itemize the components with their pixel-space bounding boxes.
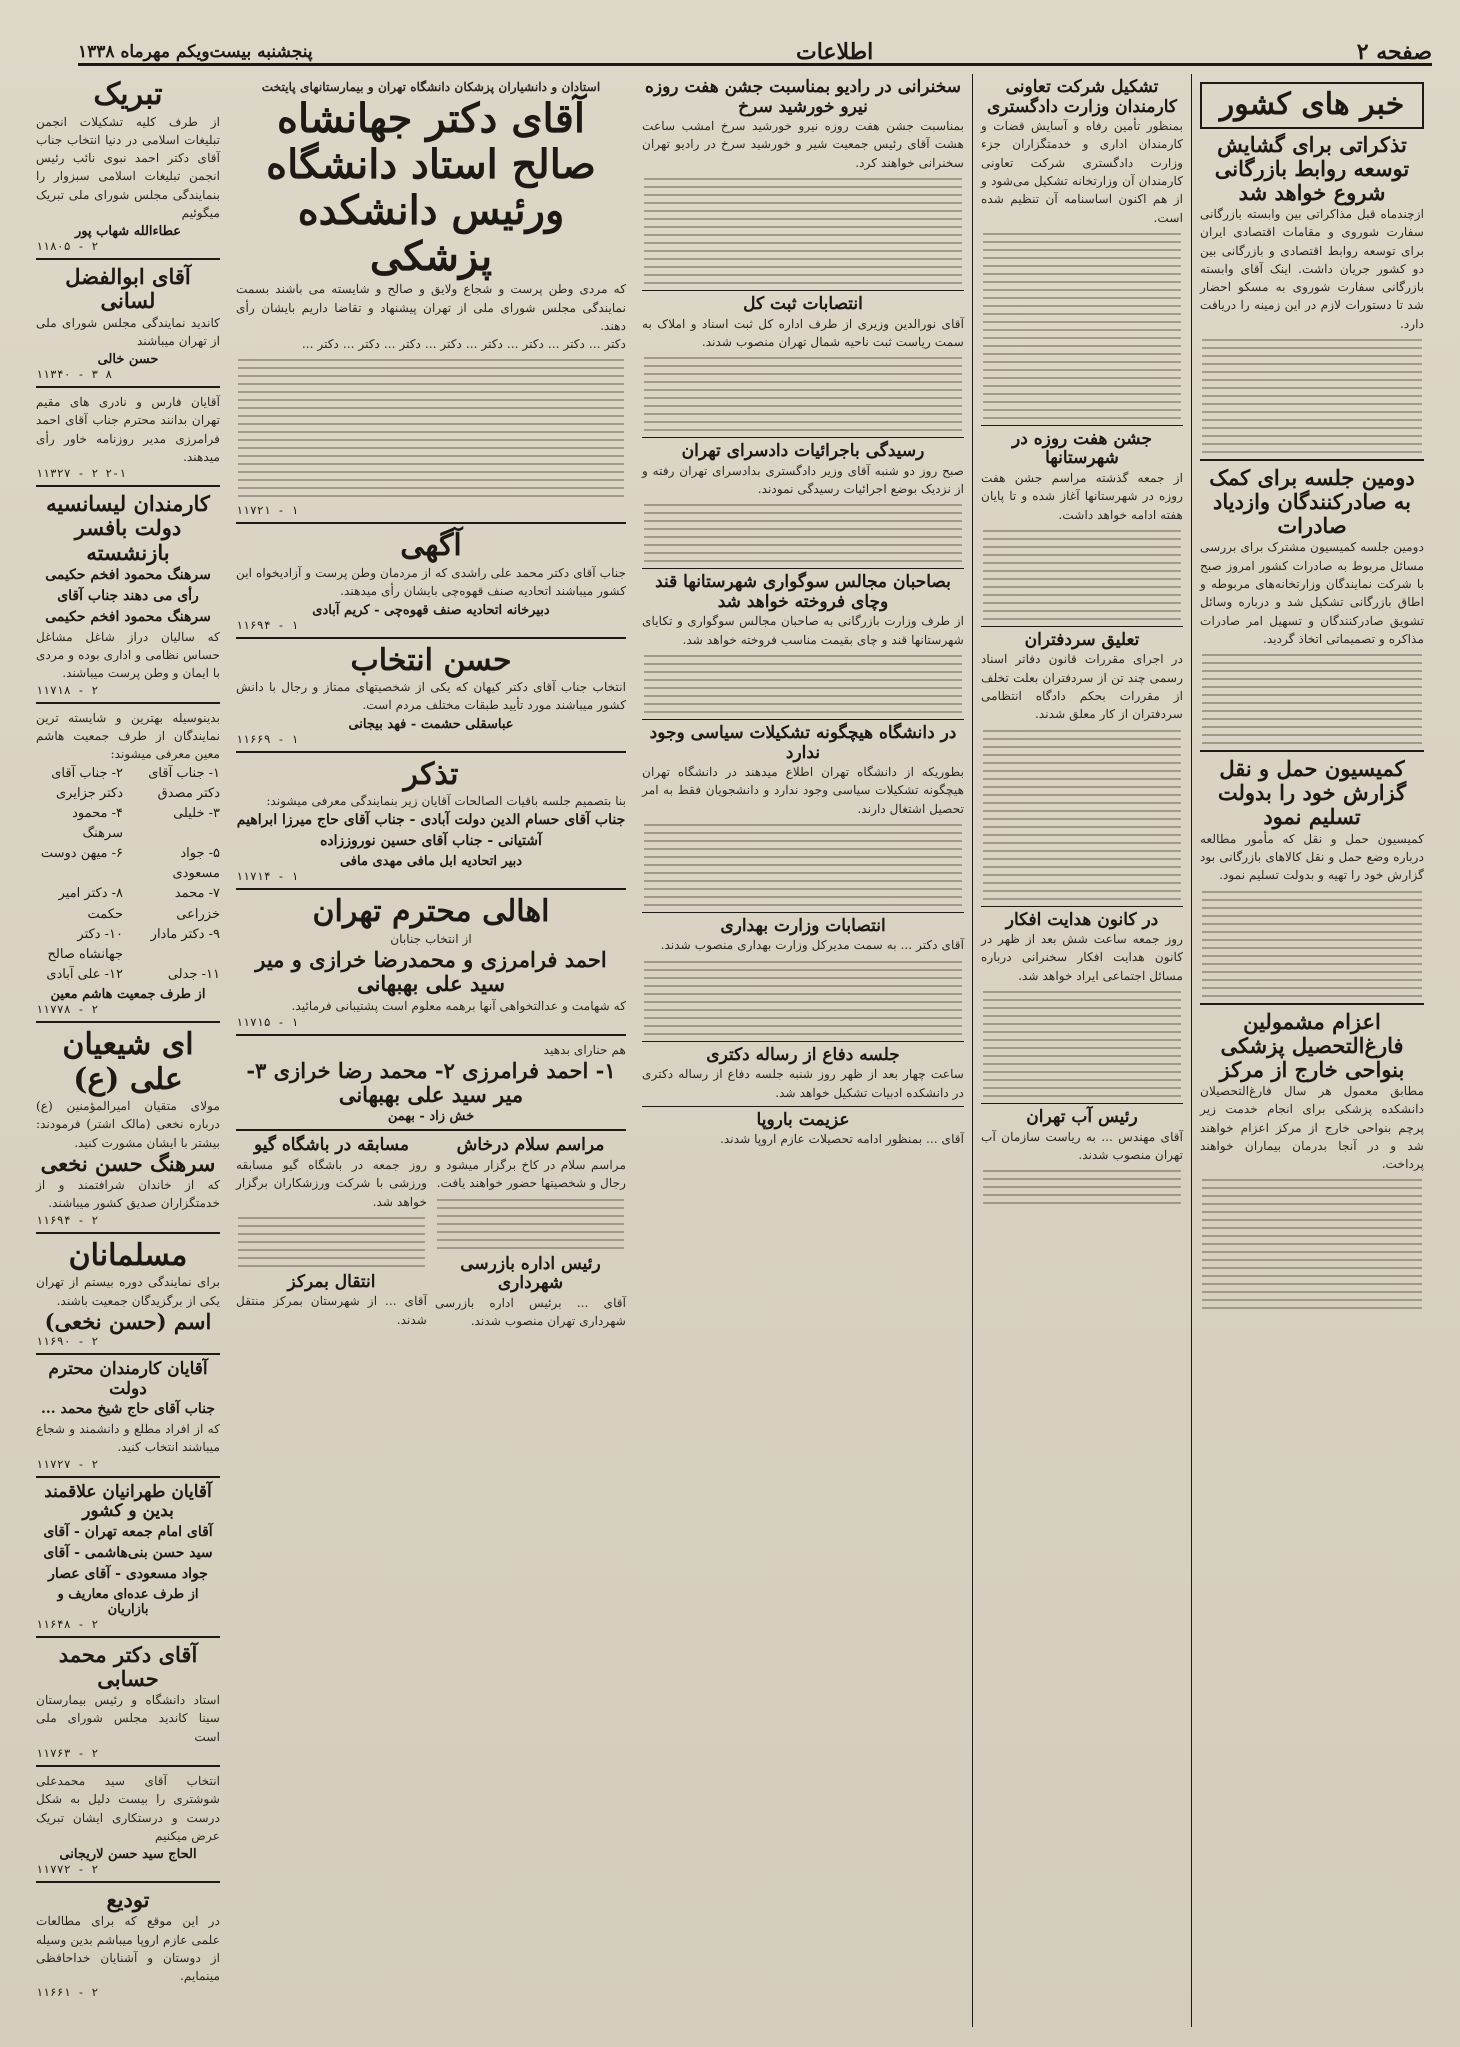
text-lines (236, 359, 626, 497)
article-body: آقای ... بمنظور ادامه تحصیلات عازم اروپا شدند. (720, 1132, 964, 1147)
ad-reference: ۱۱۶۶۱ - ۲ (36, 1985, 99, 2000)
candidate-names: سرهنگ محمود افخم حکیمی رأی می دهند جناب آقای سرهنگ محمود افخم حکیمی (45, 566, 211, 625)
divider (36, 1353, 220, 1355)
ad-headline: ای شیعیان علی (ع) (62, 1027, 194, 1097)
divider (981, 1103, 1183, 1104)
list-item: ۹- دکتر مادار (150, 926, 220, 942)
ad-signature: الحاج سید حسن لاریجانی (59, 1847, 197, 1863)
masthead (78, 40, 1432, 66)
article-headline: مراسم سلام درخاش (456, 1135, 605, 1156)
divider (36, 485, 220, 487)
divider (642, 719, 964, 720)
candidate-names: سرهنگ حسن نخعی (40, 1150, 216, 1176)
ad-reference: ۱۱۷۷۲ - ۲ (36, 1862, 99, 1877)
article-body: آقای نورالدین وزیری از طرف اداره کل ثبت اسناد و املاک به سمت ریاست ثبت ناحیه شمال تهران منصوب شدند. (642, 316, 964, 349)
divider (36, 702, 220, 704)
article-headline: در کانون هدایت افکار (1005, 909, 1159, 930)
divider (642, 912, 964, 913)
ad-subtitle: از انتخاب جنابان (390, 931, 472, 946)
text-lines (981, 530, 1183, 620)
candidate-names: احمد فرامرزی و محمدرضا خرازی و میر سید علی بهبهانی (255, 947, 607, 997)
article-body: ازچندماه قبل مذاکراتی بین وابسته بازرگانی سفارت شوروی و مقامات اقتصادی ایران برای توسعه روابط اقتصادی و بازرگانی بین دو کشور جریان داشت. اینک آقای وابسته بازرگانی سفارت شوروی به مسکو احضار شد تا دستورات لازم در این زمینه را دریافت دارد. (1200, 206, 1424, 331)
article-body: روز جمعه ساعت شش بعد از ظهر در کانون هدایت افکار سخنرانی درباره مسائل اجتماعی ایراد خواهد شد. (981, 932, 1183, 983)
text-lines (981, 233, 1183, 419)
ad-reference: ۱۱۷۲۷ - ۲ (36, 1456, 99, 1471)
divider (36, 1476, 220, 1478)
ad-reference: ۱۱۶۶۹ - ۱ (236, 731, 299, 746)
divider (236, 1129, 626, 1131)
list-item: ۵- جواد مسعودی (172, 846, 220, 882)
ad-headline: حسن انتخاب (350, 642, 512, 678)
page-number: صفحه ۲ (1356, 38, 1432, 65)
column-national-news (1192, 74, 1432, 2027)
article-headline: رئیس اداره بازرسی شهرداری (460, 1253, 601, 1294)
ad-body: انتخاب جناب آقای دکتر کیهان که یکی از شخصیتهای ممتاز و رجال با دانش کشور میباشند مورد تأیید طبقات مختلف مردم است. (236, 680, 626, 713)
ad-reference: ۱۱۶۹۰ - ۲ (36, 1333, 99, 1348)
ad-signature: از طرف عده‌ای معاریف و بازاریان (57, 1586, 199, 1617)
ad-headline: آقای ابوالفضل لسانی (65, 264, 191, 314)
list-item: ۱۰- دکتر جهانشاه صالح (47, 926, 123, 962)
divider (1200, 750, 1424, 752)
ad-signature: دبیرخانه اتحادیه صنف قهوه‌چی - کریم آبادی (312, 602, 550, 618)
ad-body: کاندید نمایندگی مجلس شورای ملی از تهران میباشند (36, 315, 220, 348)
list-item: ۳- خلیلی (173, 805, 220, 821)
divider (236, 888, 626, 890)
candidate-names: ۱- احمد فرامرزی ۲- محمد رضا خرازی ۳- میر سید علی بهبهانی (246, 1058, 616, 1108)
divider (36, 386, 220, 388)
ad-headline: آقای دکتر محمد حسابی (58, 1641, 198, 1691)
divider (981, 906, 1183, 907)
divider (236, 751, 626, 753)
article-body: بطوریکه از دانشگاه تهران اطلاع میدهند در دانشگاه تهران هیچگونه تشکیلات سیاسی وجود ندارد و دانشجویان فقط به امر تحصیل اشتغال دارند. (642, 765, 964, 816)
list-item: ۱۲- علی آبادی (46, 966, 123, 982)
ad-signature: دبیر اتحادیه ابل مافی مهدی مافی (339, 854, 523, 870)
article-body: مطابق معمول هر سال فارغ‌التحصیلان دانشکده پزشکی برای انجام خدمت زیر پرچم بنواحی خارج از مرکز اعزام خواهند شد و در آنجا بدرمان بیماران خواهند پرداخت. (1200, 1083, 1424, 1172)
text-lines (236, 1217, 427, 1267)
ad-reference: ۱۱۳۲۷ - ۲ ۲-۱ (36, 466, 127, 481)
ad-body: استاد دانشگاه و رئیس بیمارستان سینا کاندید مجلس شورای ملی است (36, 1693, 220, 1744)
text-lines (981, 991, 1183, 1097)
divider (642, 568, 964, 569)
text-lines (642, 655, 964, 713)
divider (642, 437, 964, 438)
ad-body: بدینوسیله بهترین و شایسته ترین نمایندگان از طرف جمعیت هاشم معین معرفی میشوند: (36, 710, 220, 762)
ad-reference: ۱۱۷۱۸ - ۲ (36, 682, 99, 697)
list-item: ۴- محمود سرهنگ (72, 805, 123, 841)
text-lines (642, 961, 964, 1035)
ad-body: انتخاب آقای سید محمدعلی شوشتری را بیست دلیل به شکل درست و درستکاری ایشان تبریک عرض میکنیم (36, 1773, 220, 1843)
text-lines (981, 1170, 1183, 1204)
article-headline: بصاحبان مجالس سوگواری شهرستانها قند وچای فروخته خواهد شد (655, 572, 951, 612)
article-body: از طرف وزارت بازرگانی به صاحبان مجالس سوگواری و تکایای شهرستانها قند و چای بقیمت مناسب فروخته خواهد شد. (642, 614, 964, 647)
divider (1200, 459, 1424, 461)
article-headline: انتصابات وزارت بهداری (720, 915, 886, 936)
newspaper-logo: اطلاعات (795, 38, 874, 65)
ad-headline: تودیع (106, 1887, 150, 1913)
kicker: استادان و دانشیاران پزشکان دانشگاه تهران و بیمارستانهای پایتخت (261, 80, 601, 94)
ad-body: که از افراد مطلع و دانشمند و شجاع میباشند انتخاب کنید. (36, 1422, 220, 1455)
text-lines (435, 1199, 626, 1249)
divider (36, 1021, 220, 1023)
article-body: صبح روز دو شنبه آقای وزیر دادگستری بدادسرای تهران رفته و از نزدیک بوضع اجرائیات رسیدگی نمودند. (642, 463, 964, 496)
column-c (634, 74, 972, 2027)
article-headline: رسیدگی باجرائیات دادسرای تهران (681, 441, 925, 462)
list-item: ۲- جناب آقای دکتر جزایری (51, 765, 123, 801)
candidate-names: جناب آقای حسام الدین دولت آبادی - جناب آقای حاج میرزا ابراهیم آشتیانی - جناب آقای حسین نوروززاده (236, 812, 626, 850)
candidate-list (36, 764, 220, 986)
ad-headline: تذکر (403, 756, 459, 792)
ad-signature: خش زاد - بهمن (387, 1109, 475, 1125)
issue-date: پنجشنبه بیست‌ویکم مهرماه ۱۳۳۸ (78, 41, 313, 62)
ad-signature: از طرف جمعیت هاشم معین (50, 987, 206, 1003)
article-body: کمیسیون حمل و نقل که مأمور مطالعه درباره وضع حمل و نقل کالاهای بازرگانی بود گزارش خود را تهیه و بدولت تسلیم نمود. (1200, 831, 1424, 883)
article-headline: در دانشگاه هیچگونه تشکیلات سیاسی وجود ندارد (649, 722, 957, 763)
ad-signature: عطاءالله شهاب پور (74, 224, 182, 240)
divider (981, 425, 1183, 426)
divider (236, 637, 626, 639)
article-body: از جمعه گذشته مراسم جشن هفت روزه در شهرستانها آغاز شده و تا پایان هفته ادامه خواهد داشت. (981, 470, 1183, 522)
article-headline: جلسه دفاع از رساله دکتری (706, 1044, 900, 1065)
ad-headline: اهالی محترم تهران (312, 894, 550, 930)
article-headline: کمیسیون حمل و نقل گزارش خود را بدولت تسلیم نمود (1217, 756, 1407, 830)
ad-headline: مسلمانان (68, 1237, 188, 1273)
ad-body: در این موقع که برای مطالعات علمی عازم اروپا میباشم بدین وسیله از دوستان و آشنایان خداحافظی مینمایم. (36, 1914, 220, 1984)
ad-headline: تبریک (93, 77, 163, 112)
article-body: دومین جلسه کمیسیون مشترک برای بررسی مسائل مربوط به صادرات کشور امروز صبح با شرکت نمایندگان وزارتخانه‌های مربوطه و اطاق بازرگانی تشکیل شد و درباره وسائل تشویق صادرکنندگان و تسهیل امر صادرات مذاکره و تصمیماتی اتخاذ گردید. (1200, 540, 1424, 646)
text-lines (1200, 654, 1424, 744)
divider (981, 626, 1183, 627)
signatories-list: دکتر ... دکتر ... دکتر ... دکتر ... دکتر ... دکتر ... دکتر ... دکتر ... (301, 337, 626, 352)
article-headline: عزیمت باروپا (756, 1109, 850, 1130)
ad-reference: ۱۱۷۱۴ - ۱ (236, 869, 299, 884)
article-headline: انتصابات ثبت کل (743, 293, 863, 314)
article-headline: جشن هفت روزه در شهرستانها (1012, 428, 1152, 469)
article-body: در اجرای مقررات قانون دفاتر اسناد رسمی چند تن از سردفتران بعلت تخلف از مقررات بحکم دادگاه انتظامی سردفتران از کار معلق شدند. (981, 652, 1183, 722)
ad-reference: ۱۱۶۹۴ - ۲ (36, 1212, 99, 1227)
article-headline: رئیس آب تهران (1026, 1107, 1138, 1128)
text-lines (1200, 891, 1424, 997)
ad-reference: ۱۱۸۰۵ - ۲ (36, 239, 99, 254)
ad-headline: کارمندان لیسانسیه دولت بافسر بازنشسته (46, 491, 210, 565)
candidate-names: اسم (حسن نخعی) (44, 1308, 212, 1334)
ad-reference: ۱۱۶۹۴ - ۱ (236, 617, 299, 632)
ad-body: از طرف کلیه تشکیلات انجمن تبلیغات اسلامی در دنیا انتخاب جناب آقای دکتر احمد نبوی نائب رئیس انجمن تبلیغات اسلامی سبزوار را بنمایندگی مجلس شورای ملی تبریک میگوئیم (36, 114, 220, 220)
article-body: بمناسبت جشن هفت روزه نیرو خورشید سرخ امشب ساعت هشت آقای رئیس جمعیت شیر و خورشید سرخ در رادیو تهران سخنرانی خواهند کرد. (642, 119, 964, 170)
ad-signature: حسن خالی (97, 352, 159, 368)
ad-body: که شهامت و عدالتخواهی آنها برهمه معلوم است پشتیبانی فرمائید. (291, 998, 626, 1013)
bottom-news-row (236, 1136, 626, 1330)
ad-kicker: هم حنارای بدهید (543, 1042, 626, 1057)
ad-reference: ۱۱۷۱۵ - ۱ (236, 1014, 299, 1029)
text-lines (642, 504, 964, 562)
divider (236, 1034, 626, 1036)
ad-headline: آقایان کارمندان محترم دولت (48, 1358, 208, 1399)
ad-body: آقایان فارس و نادری های مقیم تهران بدانند محترم جناب آقای احمد فرامرزی مدیر روزنامه خاور رأی میدهند. (36, 395, 220, 465)
divider (36, 258, 220, 260)
ad-reference: ۱۱۶۴۸ - ۲ (36, 1616, 99, 1631)
divider (36, 1881, 220, 1883)
ad-body: که سالیان دراز شاغل مشاغل حساس نظامی و اداری بوده و مردی با ایمان و وطن پرست میباشند. (36, 629, 220, 681)
list-item: ۱۱- جدلی (167, 966, 220, 982)
divider (236, 522, 626, 524)
ad-reference: ۱۱۷۲۱ - ۱ (236, 503, 299, 518)
divider (36, 1636, 220, 1638)
news-block (236, 1136, 427, 1330)
article-body: مراسم سلام در کاخ برگزار میشود و رجال و شخصیتها حضور خواهند یافت. (435, 1157, 626, 1191)
article-headline: مسابقه در باشگاه گیو (253, 1135, 410, 1156)
text-lines (981, 730, 1183, 900)
article-headline: سخنرانی در رادیو بمناسبت جشن هفت روزه نیرو خورشید سرخ (644, 77, 961, 117)
divider (642, 290, 964, 291)
ad-headline: آقایان طهرانیان علاقمند بدین و کشور (44, 1481, 212, 1522)
text-lines (642, 178, 964, 284)
ad-body: بنا بتصمیم جلسه باقیات الصالحات آقایان زیر بنمایندگی معرفی میشوند: (266, 794, 626, 809)
ad-body: جناب آقای دکتر محمد علی راشدی که از مردمان وطن پرست و آزادیخواه این کشور میباشند اتحادیه صنف قهوه‌چی بایشان رأی میدهند. (236, 565, 626, 599)
article-headline: اعزام مشمولین فارغ‌التحصیل پزشکی بنواحی خارج از مرکز (1219, 1008, 1405, 1082)
ad-headline: آگهی (400, 528, 462, 564)
column-e-candidate-ads (28, 74, 228, 2027)
list-item: ۷- محمد خزراعی (174, 886, 220, 922)
text-lines (1200, 339, 1424, 453)
divider (36, 1232, 220, 1234)
ad-reference: ۱۱۷۷۸ - ۲ (36, 1002, 99, 1017)
text-lines (1200, 1179, 1424, 1309)
article-headline: دومین جلسه برای کمک به صادرکنندگان وازدیاد صادرات (1209, 465, 1415, 539)
list-item: ۸- دکتر امیر حکمت (58, 886, 123, 922)
candidate-names: جناب آقای حاج شیخ محمد ... (40, 1401, 216, 1418)
article-body: ساعت چهار بعد از ظهر روز شنبه جلسه دفاع از رساله دکتری در دانشکده ادبیات تشکیل خواهد شد. (642, 1067, 964, 1100)
ad-body: که از خاندان شرافتمند و از خدمتگزاران صدیق کشور میباشند. (36, 1178, 220, 1211)
divider (36, 1765, 220, 1767)
divider (642, 1106, 964, 1107)
ad-reference: ۱۱۷۶۳ - ۲ (36, 1745, 99, 1760)
list-item: ۶- میهن دوست (40, 846, 123, 862)
text-lines (642, 357, 964, 431)
article-body: آقای مهندس ... به ریاست سازمان آب تهران منصوب شدند. (981, 1129, 1183, 1162)
ad-body: مولای متقیان امیرالمؤمنین (ع) درباره نخعی (مالک اشتر) فرمودند: بیشتر با ایشان مشورت کنید. (36, 1099, 220, 1150)
ad-signature: عباسقلی حشمت - فهد بیجانی (348, 716, 514, 732)
news-block (435, 1136, 626, 1330)
divider (642, 1041, 964, 1042)
article-body: آقای دکتر ... به سمت مدیرکل وزارت بهداری منصوب شدند. (660, 938, 964, 953)
text-lines (642, 824, 964, 906)
candidate-names: آقای امام جمعه تهران - آقای سید حسن بنی‌هاشمی - آقای جواد مسعودی - آقای عصار (43, 1523, 213, 1582)
column-d-announcements (228, 74, 634, 2027)
article-body: آقای ... از شهرستان بمرکز منتقل شدند. (236, 1294, 427, 1327)
article-headline: تذکراتی برای گشایش توسعه روابط بازرگانی شروع خواهد شد (1214, 131, 1410, 205)
article-body: روز جمعه در باشگاه گیو مسابقه ورزشی با شرکت ورزشکاران برگزار خواهد شد. (236, 1157, 427, 1209)
article-headline: تعلیق سردفتران (1024, 629, 1140, 650)
article-headline: انتقال بمرکز (287, 1271, 376, 1292)
list-item: ۱- جناب آقای دکتر مصدق (148, 765, 220, 801)
article-body: بمنظور تأمین رفاه و آسایش قضات و کارمندان اداری و خدمتگزاران جزء وزارت دادگستری شرکت تعاونی کارمندان آن وزارتخانه تشکیل می‌شود و از هم اکنون اساسنامه آن تنظیم شده است. (981, 119, 1183, 225)
main-headline: آقای دکتر جهانشاه صالح استاد دانشگاه ورئیس دانشکده پزشکی (266, 95, 596, 281)
ad-reference: ۱۱۳۴۰ - ۳ ۸ (36, 367, 113, 382)
ad-body: برای نمایندگی دوره بیستم از تهران یکی از برگزیدگان جمعیت باشند. (36, 1275, 220, 1308)
article-headline: تشکیل شرکت تعاونی کارمندان وزارت دادگستری (987, 77, 1177, 117)
article-body: آقای ... برئیس اداره بازرسی شهرداری تهران منصوب شدند. (435, 1295, 626, 1328)
section-title: خبر های کشور (1200, 82, 1424, 129)
column-b (972, 74, 1192, 2027)
article-body: که مردی وطن پرست و شجاع ولایق و صالح و شایسته می باشند بسمت نمایندگی مجلس شورای ملی از تهران پیشنهاد و تقاضا داریم بایشان رأی دهند. (236, 282, 626, 333)
divider (1200, 1003, 1424, 1005)
